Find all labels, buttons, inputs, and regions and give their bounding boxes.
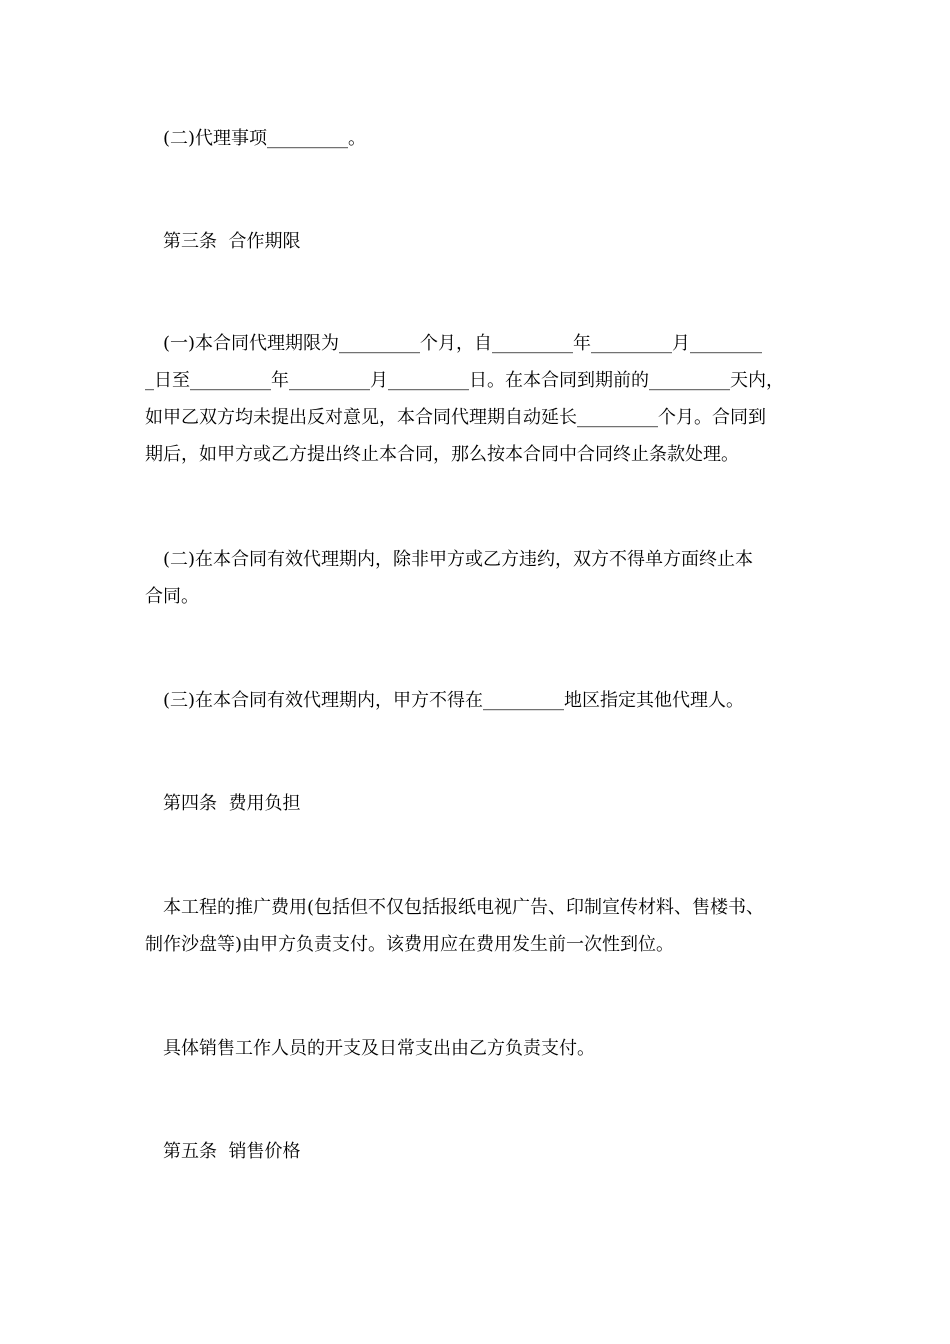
article-3-heading: 第三条 合作期限 [163,231,301,252]
term-paragraph-line-3: 如甲乙双方均未提出反对意见，本合同代理期自动延长_________个月。合同到 [145,407,766,428]
promotion-cost-line-1: 本工程的推广费用(包括但不仅包括报纸电视广告、印制宣传材料、售楼书、 [163,897,765,918]
staff-expense-paragraph: 具体销售工作人员的开支及日常支出由乙方负责支付。 [163,1038,595,1059]
no-unilateral-termination-line-2: 合同。 [145,586,199,607]
promotion-cost-line-2: 制作沙盘等)由甲方负责支付。该费用应在费用发生前一次性到位。 [145,934,675,955]
term-paragraph-line-1: (一)本合同代理期限为_________个月，自_________年_________月________ [163,333,763,354]
agency-matters-paragraph: (二)代理事项_________。 [163,128,367,149]
no-unilateral-termination-line-1: (二)在本合同有效代理期内，除非甲方或乙方违约，双方不得单方面终止本 [163,549,754,570]
exclusive-region-paragraph: (三)在本合同有效代理期内，甲方不得在_________地区指定其他代理人。 [163,690,745,711]
article-5-heading: 第五条 销售价格 [163,1141,301,1162]
term-paragraph-line-4: 期后，如甲方或乙方提出终止本合同，那么按本合同中合同终止条款处理。 [145,444,739,465]
term-paragraph-line-2: _日至_________年_________月_________日。在本合同到期前的_________天内， [145,370,784,391]
article-4-heading: 第四条 费用负担 [163,793,301,814]
